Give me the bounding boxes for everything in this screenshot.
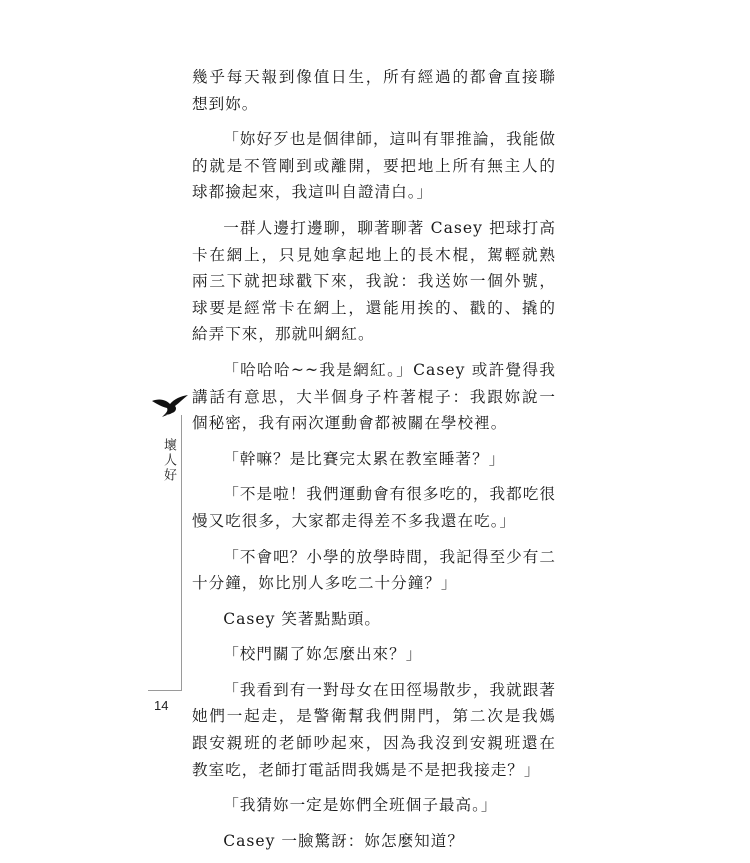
paragraph: Casey 一臉驚訝：妳怎麼知道？ bbox=[223, 831, 464, 850]
body-text bbox=[192, 64, 556, 863]
bird-icon bbox=[150, 392, 190, 418]
paragraph: Casey 笑著點點頭。 bbox=[223, 609, 381, 628]
paragraph: 「校門關了妳怎麼出來？」 bbox=[223, 645, 423, 664]
running-title: 壞人好 bbox=[161, 438, 176, 483]
paragraph: 「不會吧？小學的放學時間，我記得至少有二十分鐘，妳比別人多吃二十分鐘？」 bbox=[192, 547, 556, 593]
paragraph: 「幹嘛？是比賽完太累在教室睡著？」 bbox=[223, 449, 506, 468]
paragraph: 「我猜妳一定是妳們全班個子最高。」 bbox=[223, 796, 498, 815]
margin-rule bbox=[181, 415, 182, 691]
footer-rule bbox=[148, 690, 182, 691]
paragraph: 「哈哈哈~~我是網紅。」Casey 或許覺得我講話有意思，大半個身子杵著棍子：我跟妳說一個秘密，我有兩次運動會都被關在學校裡。 bbox=[192, 360, 556, 433]
page-number: 14 bbox=[154, 698, 169, 713]
paragraph: 「我看到有一對母女在田徑場散步，我就跟著她們一起走，是警衛幫我們開門，第二次是我媽跟安親班的老師吵起來，因為我沒到安親班還在教室吃，老師打電話問我媽是不是把我接走？」 bbox=[192, 680, 556, 779]
paragraph: 幾乎每天報到像值日生，所有經過的都會直接聯想到妳。 bbox=[192, 68, 556, 113]
paragraph: 「不是啦！我們運動會有很多吃的，我都吃很慢又吃很多，大家都走得差不多我還在吃。」 bbox=[192, 485, 556, 530]
paragraph: 「妳好歹也是個律師，這叫有罪推論，我能做的就是不管剛到或離開，要把地上所有無主人的球都撿起來，我這叫自證清白。」 bbox=[192, 130, 556, 202]
paragraph: 一群人邊打邊聊，聊著聊著 Casey 把球打高卡在網上，只見她拿起地上的長木棍，駕輕就熟兩三下就把球戳下來，我說：我送妳一個外號，球要是經常卡在網上，還能用挨的、戳的、撬的給弄下來，那就叫網紅。 bbox=[192, 218, 556, 344]
